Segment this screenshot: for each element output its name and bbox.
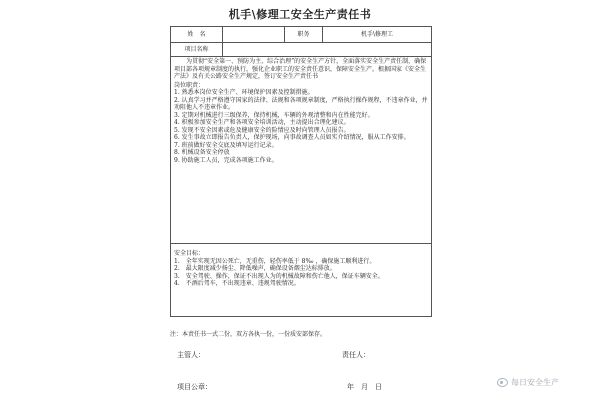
supervisor-signature-label: 主管人： xyxy=(177,351,205,359)
target-item: 1. 全年实现无因公死亡，无重伤，轻伤率低于 8‰ ，确保施工顺利进行。 xyxy=(174,257,376,265)
duty-item: 5. 发现不安全因素或危及健康安全的险情应及时向管理人员报告。 xyxy=(174,126,350,134)
targets-heading: 安全目标： xyxy=(174,250,205,257)
table-row xyxy=(171,27,432,43)
duty-item: 1. 熟悉本岗位安全生产、环境保护因素及控制措施。 xyxy=(174,89,314,96)
duty-item: 6. 发生事故立即报告负责人，保护现场，向事故调查人员如实介绍情况，服从工作安排。 xyxy=(174,134,410,141)
target-item: 4. 不酒后驾车，不出现违章、违规驾驶情况。 xyxy=(174,280,300,287)
targets-cell xyxy=(171,244,432,317)
wechat-icon xyxy=(497,378,508,387)
duties-heading: 岗位职责： xyxy=(174,81,205,89)
target-item: 3. 安全驾驶、操作，保证不出现人为的机械故障和伤亡他人，保证车辆安全。 xyxy=(174,272,384,280)
position-label: 职务 xyxy=(285,27,323,43)
duty-item: 7. 班前做好安全交底及填写运行记录。 xyxy=(174,141,278,149)
duty-item: 4. 积极参加安全生产和各项安全培训活动，主动提出合理化建议。 xyxy=(174,119,350,126)
table-row xyxy=(171,43,432,57)
duty-item: 3. 定期对机械进行三级保养，保持机械，车辆的外观清整和内在性能完好。 xyxy=(174,111,374,119)
responsible-signature-label: 责任人： xyxy=(342,351,370,359)
table-row xyxy=(171,244,432,317)
watermark-text: 每日安全生产 xyxy=(511,378,559,387)
target-item: 2. 最大限度减少扬尘、降低噪声，确保设备烟尘达标排放。 xyxy=(174,265,336,272)
duty-item: 2. 认真学习并严格遵守国家的法律、法规和各项规章制度，严格执行操作规程，不违章作业，并劝阻他人不违章作业。 xyxy=(174,96,428,111)
duties-cell xyxy=(171,57,432,244)
responsibility-table xyxy=(170,26,432,317)
project-label: 项目名称 xyxy=(171,43,223,57)
watermark xyxy=(497,377,559,388)
name-label: 姓 名 xyxy=(171,27,223,43)
intro-paragraph: 为贯彻“安全第一、预防为主、综合治理”的安全生产方针，全面落实安全生产责任制，确保项目部各项规章制度的执行，强化企业职工的安全责任意识，保障安全生产。根据国家《安全生产法》及有关公路安全生产规定，签订安全生产责任书 xyxy=(174,58,427,80)
document-title: 机手\修理工安全生产责任书 xyxy=(228,8,372,21)
position-value: 机手\修理工 xyxy=(323,27,432,43)
name-value xyxy=(223,27,285,43)
project-stamp-label: 项目公章： xyxy=(177,383,212,391)
project-value xyxy=(223,43,432,57)
table-row xyxy=(171,57,432,244)
duty-item: 9. 协助施工人员，完成各项施工作业。 xyxy=(174,156,278,164)
date-label: 年 月 日 xyxy=(347,383,382,391)
duty-item: 8. 机械设备安全停放 xyxy=(174,149,230,156)
document-note: 注：本责任书一式二份，双方各执一份，一份质安部保存。 xyxy=(170,331,327,338)
